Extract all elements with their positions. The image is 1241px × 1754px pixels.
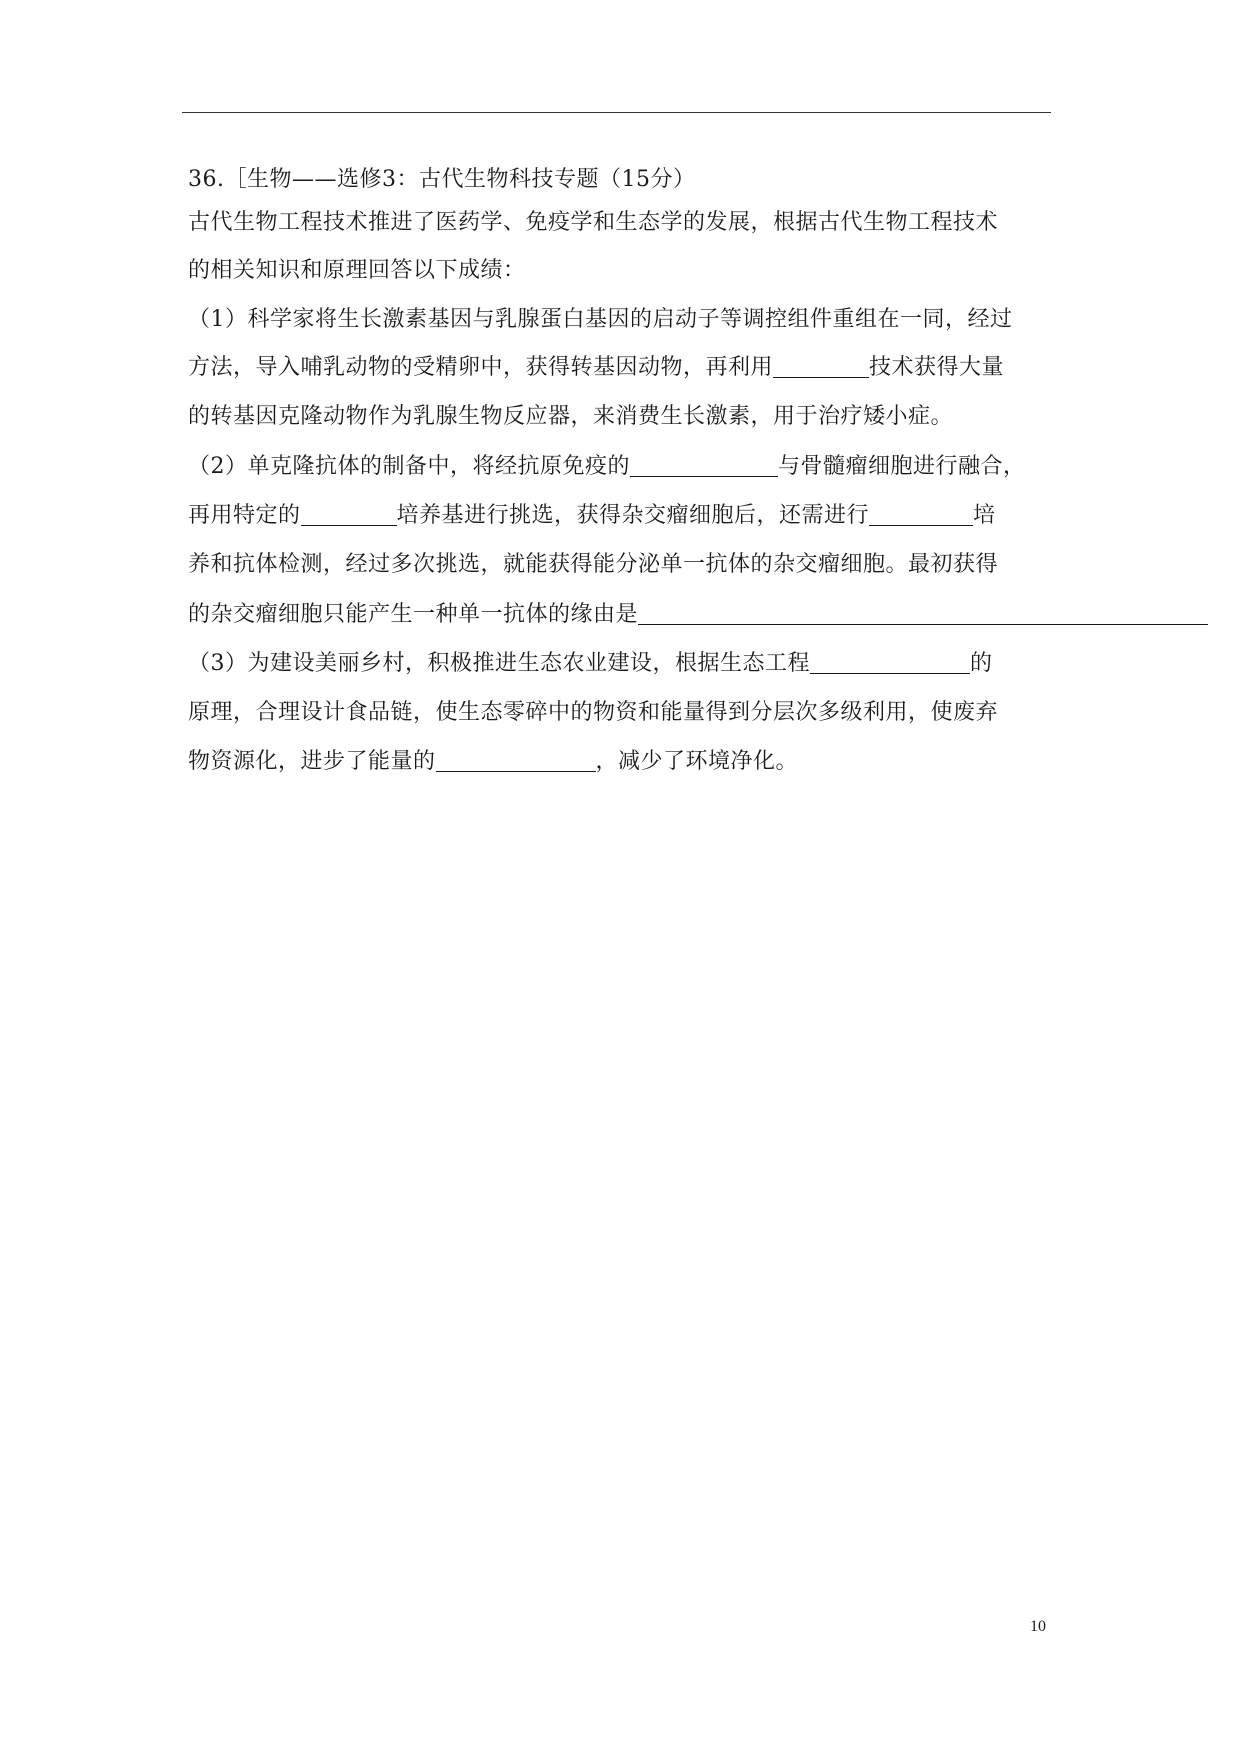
part2-line-1	[188, 447, 1026, 487]
part3-line3-text-a: 物资源化，进步了能量的	[188, 749, 436, 774]
part2-line2-text-b: 培养基进行挑选，获得杂交瘤细胞后，还需进行	[396, 503, 870, 528]
intro-line-2: 的相关知识和原理回答以下成绩：	[188, 258, 526, 283]
part1-line-2	[188, 348, 1004, 388]
part3-line3-text-b: ，减少了环境净化。	[595, 749, 799, 774]
part2-line1-text-b: 与骨髓瘤细胞进行融合，	[778, 454, 1026, 479]
part2-line2-text-c: 培	[973, 503, 996, 528]
part3-line-3	[188, 742, 798, 782]
question-heading: 36.［生物——选修3：古代生物科技专题（15分）	[188, 167, 696, 192]
part1-line-1: （1）科学家将生长激素基因与乳腺蛋白基因的启动子等调控组件重组在一同，经过	[188, 307, 1013, 332]
part2-line1-text-a: （2）单克隆抗体的制备中，将经抗原免疫的	[188, 454, 630, 479]
intro-line-1: 古代生物工程技术推进了医药学、免疫学和生态学的发展，根据古代生物工程技术	[188, 210, 999, 235]
answer-blank[interactable]	[436, 747, 596, 772]
part2-line2-text-a: 再用特定的	[188, 503, 301, 528]
answer-blank[interactable]	[301, 501, 397, 526]
answer-blank[interactable]	[810, 649, 970, 674]
answer-blank[interactable]	[638, 600, 1208, 625]
part1-line-3: 的转基因克隆动物作为乳腺生物反应器，来消费生长激素，用于治疗矮小症。	[188, 404, 954, 429]
header-rule	[182, 112, 1051, 113]
part1-line2-text-a: 方法，导入哺乳动物的受精卵中，获得转基因动物，再利用	[188, 355, 774, 380]
answer-blank[interactable]	[869, 501, 973, 526]
answer-blank[interactable]	[773, 353, 869, 378]
part2-line4-text: 的杂交瘤细胞只能产生一种单一抗体的缘由是	[188, 602, 639, 627]
part3-line1-text-b: 的	[970, 651, 993, 676]
page-number: 10	[1030, 1618, 1046, 1635]
part2-line-4	[188, 595, 1208, 635]
part2-line-3: 养和抗体检测，经过多次挑选，就能获得能分泌单一抗体的杂交瘤细胞。最初获得	[188, 552, 999, 577]
part3-line-2: 原理，合理设计食品链，使生态零碎中的物资和能量得到分层次多级利用，使废弃	[188, 700, 999, 725]
part3-line-1	[188, 644, 993, 684]
part2-line-2	[188, 496, 996, 536]
part1-line2-text-b: 技术获得大量	[869, 355, 1005, 380]
part3-line1-text-a: （3）为建设美丽乡村，积极推进生态农业建设，根据生态工程	[188, 651, 810, 676]
answer-blank[interactable]	[630, 452, 778, 477]
